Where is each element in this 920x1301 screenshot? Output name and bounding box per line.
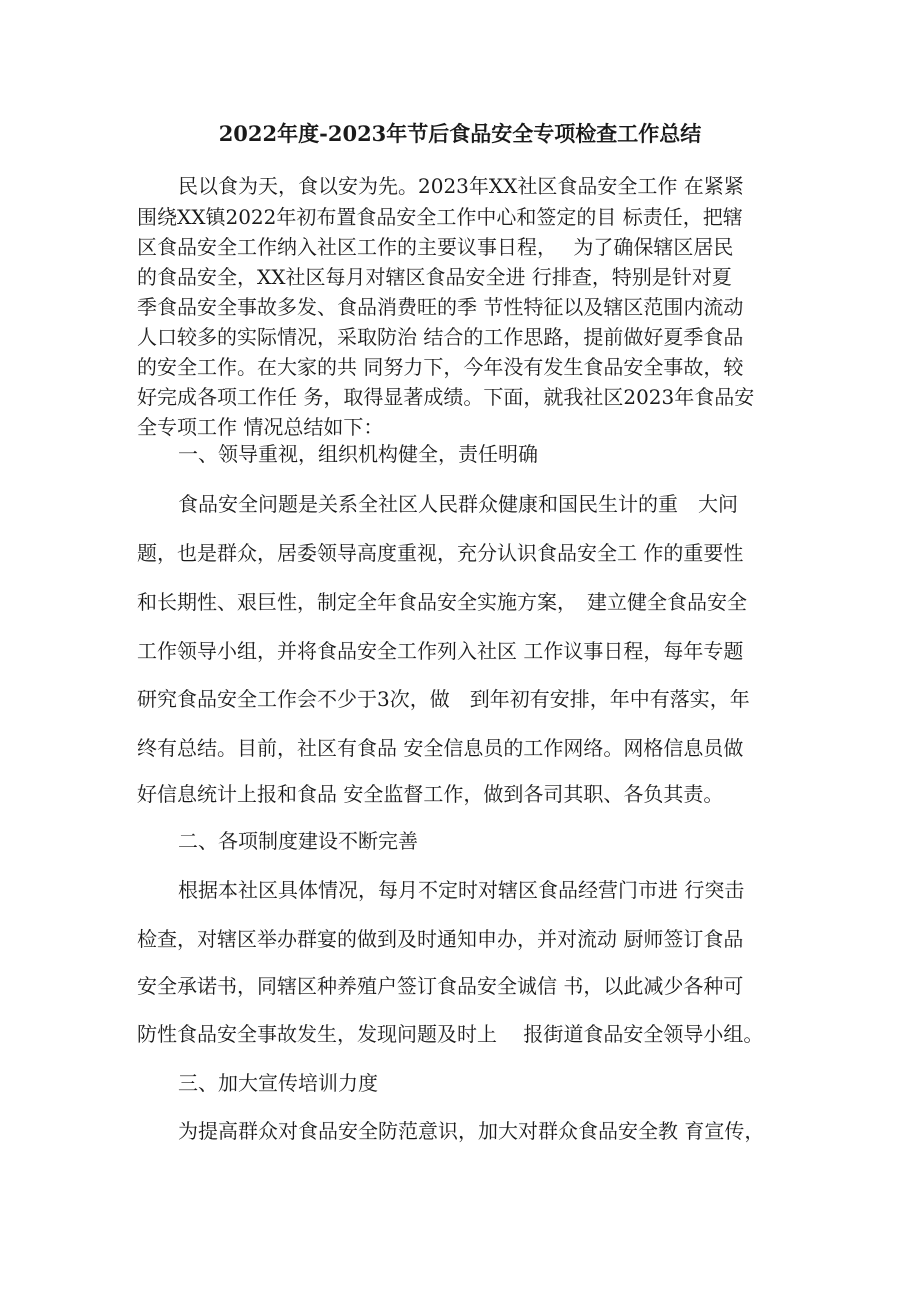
section-heading: 三、加大宣传培训力度 bbox=[178, 1071, 378, 1095]
intro-line: 区食品安全工作纳入社区工作的主要议事日程， 为了确保辖区居民 bbox=[137, 235, 734, 259]
intro-line: 民以食为天，食以安为先。2023年XX社区食品安全工作 在紧紧 bbox=[178, 174, 744, 198]
section-heading: 一、领导重视，组织机构健全，责任明确 bbox=[178, 442, 538, 466]
body-line: 研究食品安全工作会不少于3次，做 到年初有安排，年中有落实，年 bbox=[137, 687, 750, 711]
body-line: 和长期性、艰巨性，制定全年食品安全实施方案， 建立健全食品安全 bbox=[137, 590, 747, 614]
body-line: 安全承诺书，同辖区种养殖户签订食品安全诚信 书，以此减少各种可 bbox=[137, 974, 744, 998]
body-line: 为提高群众对食品安全防范意识，加大对群众食品安全教 育宣传， bbox=[178, 1119, 765, 1143]
intro-line: 人口较多的实际情况，采取防治 结合的工作思路，提前做好夏季食品 bbox=[137, 325, 744, 349]
body-line: 根据本社区具体情况，每月不定时对辖区食品经营门市进 行突击 bbox=[178, 878, 745, 902]
body-line: 好信息统计上报和食品 安全监督工作，做到各司其职、各负其责。 bbox=[137, 782, 724, 806]
body-line: 防性食品安全事故发生，发现问题及时上 报街道食品安全领导小组。 bbox=[137, 1022, 764, 1046]
intro-line: 季食品安全事故多发、食品消费旺的季 节性特征以及辖区范围内流动 bbox=[137, 295, 744, 319]
section-heading: 二、各项制度建设不断完善 bbox=[178, 829, 418, 853]
body-line: 食品安全问题是关系全社区人民群众健康和国民生计的重 大问 bbox=[178, 492, 738, 516]
body-line: 工作领导小组，并将食品安全工作列入社区 工作议事日程，每年专题 bbox=[137, 639, 744, 663]
body-line: 检查，对辖区举办群宴的做到及时通知申办，并对流动 厨师签订食品 bbox=[137, 927, 744, 951]
intro-line: 围绕XX镇2022年初布置食品安全工作中心和签定的目 标责任，把辖 bbox=[137, 205, 743, 229]
document-title: 2022年度-2023年节后食品安全专项检查工作总结 bbox=[218, 121, 702, 146]
body-line: 题，也是群众，居委领导高度重视，充分认识食品安全工 作的重要性 bbox=[137, 541, 744, 565]
intro-line: 的安全工作。在大家的共 同努力下，今年没有发生食品安全事故，较 bbox=[137, 355, 744, 379]
intro-line: 好完成各项工作任 务，取得显著成绩。下面，就我社区2023年食品安 bbox=[137, 385, 755, 409]
intro-line: 的食品安全，XX社区每月对辖区食品安全进 行排查，特别是针对夏 bbox=[137, 265, 732, 289]
body-line: 终有总结。目前，社区有食品 安全信息员的工作网络。网格信息员做 bbox=[137, 736, 744, 760]
intro-line: 全专项工作 情况总结如下： bbox=[137, 415, 384, 439]
